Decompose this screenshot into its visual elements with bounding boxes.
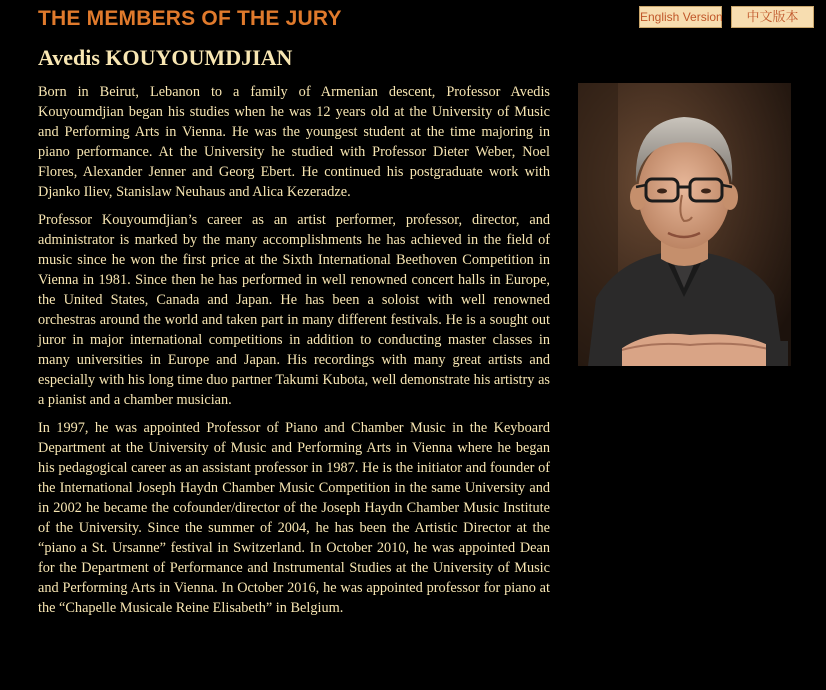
bio-paragraph-early-life: Born in Beirut, Lebanon to a family of Armenian descent, Professor Avedis Kouyoumdjian began his studies when he was 12 years old at the University of Music and Performing Arts in Vienna. He was the youngest student at the time majoring in piano performance. At the University he studied with Professor Dieter Weber, Noel Flores, Alexander Jenner and Georg Ebert. He continued his postgraduate work with Djanko Iliev, Stanislaw Neuhaus and Alica Kezeradze. xyxy=(38,84,550,200)
bio-paragraph-career: Professor Kouyoumdjian’s career as an artist performer, professor, director, and administrator is marked by the many accomplishments he has achieved in the field of music since he won the first price at the Sixth International Beethoven Competition in Vienna in 1981. Since then he has performed in well renowned concert halls in Europe, the United States, Canada and Japan. He has been a soloist with well renowned orchestras around the world and taken part in many different festivals. He is a sought out juror in major international competitions in addition to conducting master classes in many universities in Europe and Japan. His recordings with many great artists and especially with his long time duo partner Takumi Kubota, well demonstrate his artistry as a pianist and a chamber musician. xyxy=(38,212,550,408)
juror-biography xyxy=(38,82,550,626)
juror-portrait xyxy=(578,83,791,366)
bio-paragraph-appointments: In 1997, he was appointed Professor of Piano and Chamber Music in the Keyboard Department at the University of Music and Performing Arts in Vienna where he began his pedagogical career as an assistant professor in 1987. He is the initiator and founder of the International Joseph Haydn Chamber Music Competition in the same University and in 2002 he became the cofounder/director of the Joseph Haydn Chamber Music Institute of the University. Since the summer of 2004, he has been the Artistic Director at the “piano a St. Ursanne” festival in Switzerland. In October 2010, he was appointed Dean for the Department of Performance and Instrumental Studies at the University of Music and Performing Arts in Vienna. In October 2016, he was appointed professor for piano at the “Chapelle Musicale Reine Elisabeth” in Belgium. xyxy=(38,420,550,616)
english-version-button[interactable]: English Version xyxy=(639,6,722,28)
chinese-version-button[interactable]: 中文版本 xyxy=(731,6,814,28)
language-switcher xyxy=(639,6,814,28)
juror-name: Avedis KOUYOUMDJIAN xyxy=(38,45,293,70)
section-title: THE MEMBERS OF THE JURY xyxy=(38,7,342,30)
